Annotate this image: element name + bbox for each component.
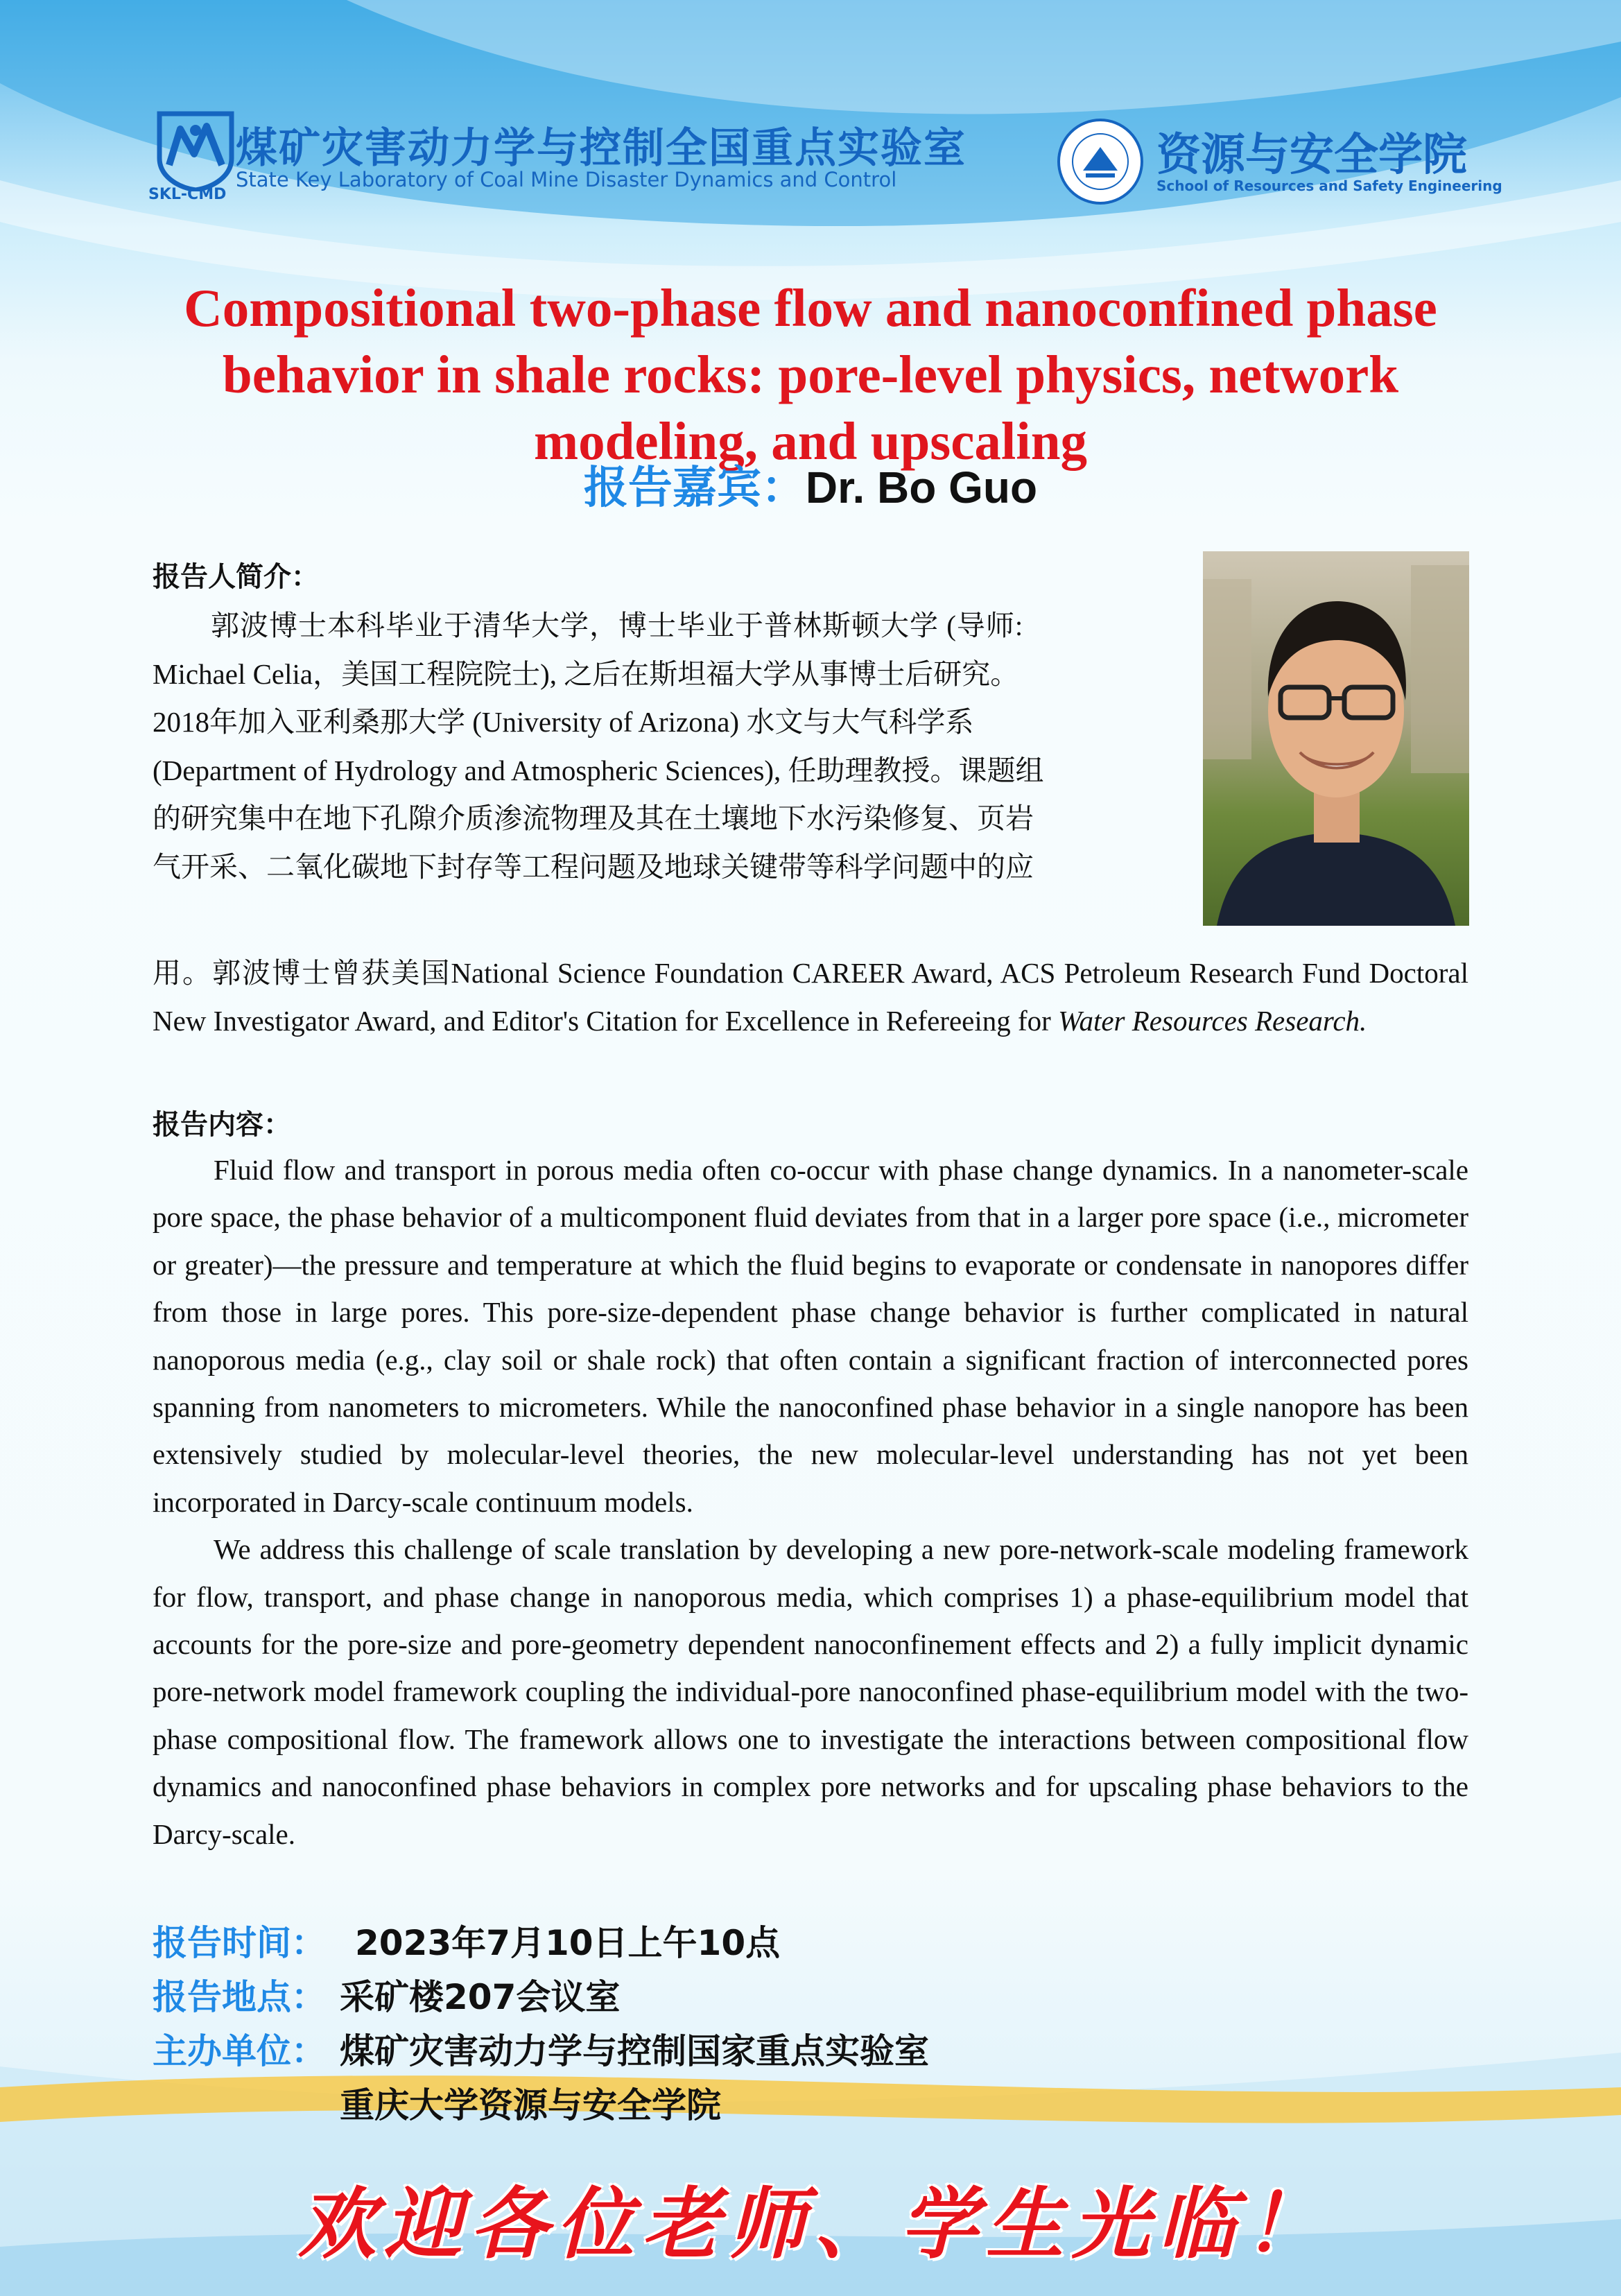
lab-name-cn: 煤矿灾害动力学与控制全国重点实验室 xyxy=(236,124,966,173)
speaker-name: Dr. Bo Guo xyxy=(805,463,1038,512)
time-value: 2023年7月10日上午10点 xyxy=(355,1923,781,1963)
bio-tail xyxy=(153,949,1468,1045)
university-seal-icon xyxy=(1055,116,1145,207)
bio-heading: 报告人简介： xyxy=(153,561,319,593)
abstract-text xyxy=(153,1146,1468,1858)
place-label: 报告地点： xyxy=(153,1977,326,2017)
welcome-banner: 欢迎各位老师、学生光临！ xyxy=(298,2179,1330,2270)
host-value-1: 煤矿灾害动力学与控制国家重点实验室 xyxy=(340,2031,929,2071)
bio-line: 的研究集中在地下孔隙介质渗流物理及其在土壤地下水污染修复、页岩 xyxy=(153,802,1034,834)
place-value: 采矿楼207会议室 xyxy=(340,1977,621,2017)
journal-name: Water Resources Research. xyxy=(1058,1005,1367,1037)
bio-line: (Department of Hydrology and Atmospheric Sciences), 任助理教授。课题组 xyxy=(153,754,1044,786)
abstract-paragraph: We address this challenge of scale translation by developing a new pore-network-scale modeling framework for flow, transport, and phase change in nanoporous media, which comprises 1) a phase-equilibrium model that accounts for the pore-size and pore-geometry dependent nanoconfinement effects and 2) a fully implicit dynamic pore-network model framework coupling the individual-pore nanoconfined phase-equilibrium model with the two-phase compositional flow. The framework allows one to investigate the interactions between compositional flow dynamics and nanoconfined phase behaviors in complex pore networks and for upscaling phase behaviors to the Darcy-scale. xyxy=(153,1533,1468,1850)
speaker-line xyxy=(0,452,1621,516)
school-name-cn: 资源与安全学院 xyxy=(1156,130,1467,181)
lab-abbr: SKL-CMD xyxy=(148,186,227,203)
speaker-label: 报告嘉宾： xyxy=(583,463,806,514)
bio-line: 气开采、二氧化碳地下封存等工程问题及地球关键带等科学问题中的应 xyxy=(153,850,1034,883)
bio-line: 郭波博士本科毕业于清华大学，博士毕业于普林斯顿大学 (导师: xyxy=(153,610,1024,641)
lab-name-en: State Key Laboratory of Coal Mine Disaster Dynamics and Control xyxy=(236,168,897,191)
host-value-2: 重庆大学资源与安全学院 xyxy=(340,2085,721,2125)
time-label: 报告时间： xyxy=(153,1923,326,1963)
talk-title: Compositional two-phase flow and nanoconfined phase behavior in shale rocks: pore-level physics, network modeling, and upscaling xyxy=(184,278,1437,471)
bio-line: Michael Celia，美国工程院院士), 之后在斯坦福大学从事博士后研究。 xyxy=(153,657,1019,690)
content-heading: 报告内容： xyxy=(153,1109,291,1141)
bio-tail-text: 用。郭波博士曾获美国National Science Foundation CAREER Award, ACS Petroleum Research Fund Doctoral New Investigator Award, and Editor's Citation for Excellence in Refereeing for xyxy=(153,957,1468,1037)
lab-logo-icon xyxy=(154,110,237,191)
abstract-paragraph: Fluid flow and transport in porous media often co-occur with phase change dynamics. In a nanometer-scale pore space, the phase behavior of a multicomponent fluid deviates from that in a larger pore space (i.e., micrometer or greater)—the pressure and temperature at which the fluid begins to evaporate or condensate in nanopores differ from those in large pores. This pore-size-dependent phase change behavior is further complicated in natural nanoporous media (e.g., clay soil or shale rock) that often contain a significant fraction of interconnected pores spanning from nanometers to micrometers. While the nanoconfined phase behavior in a single nanopore has been extensively studied by molecular-level theories, the new molecular-level understanding has not yet been incorporated in Darcy-scale continuum models. xyxy=(153,1154,1468,1518)
host-label: 主办单位： xyxy=(153,2031,326,2071)
bio-line: 2018年加入亚利桑那大学 (University of Arizona) 水文与大气科学系 xyxy=(153,706,974,738)
school-name-en: School of Resources and Safety Engineering xyxy=(1156,178,1502,194)
speaker-photo xyxy=(1203,551,1469,926)
